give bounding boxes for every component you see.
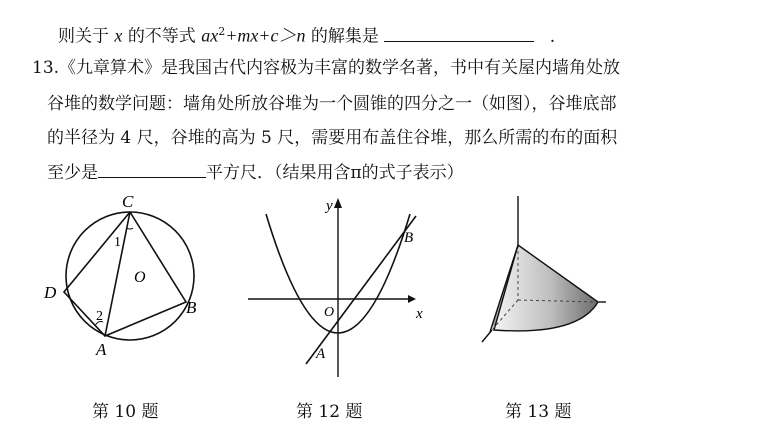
q13-text-4-prefix: 至少是	[47, 163, 98, 183]
label-a: A	[96, 340, 107, 359]
var-x: x	[114, 25, 123, 46]
figure-10-caption: 第 10 题	[92, 402, 159, 422]
label-o: O	[134, 269, 146, 286]
figure-10	[38, 192, 238, 362]
label-origin: O	[324, 305, 335, 320]
label-a: A	[316, 346, 326, 362]
q13-text-3: 的半径为 4 尺，谷堆的高为 5 尺，需要用布盖住谷堆，那么所需的布的面积	[47, 128, 618, 148]
label-d: D	[44, 283, 57, 302]
prev-suffix: 的解集是	[310, 26, 379, 47]
label-b: B	[404, 230, 414, 246]
q13-line2	[47, 93, 617, 115]
figure-12	[238, 192, 438, 382]
prev-prefix: 则关于	[58, 26, 109, 47]
angle-1-arc	[126, 228, 133, 229]
answer-blank-prev[interactable]	[384, 25, 534, 42]
label-angle-1: 1	[114, 235, 121, 250]
label-b: B	[186, 298, 197, 317]
expr-rest: +mx+c＞n	[225, 25, 306, 46]
prev-end: .	[549, 26, 556, 47]
straight-line	[306, 216, 416, 364]
figure-13-caption: 第 13 题	[505, 402, 572, 422]
q13-line1	[32, 57, 620, 79]
q13-text-2: 谷堆的数学问题：墙角处所放谷堆为一个圆锥的四分之一（如图），谷堆底部	[47, 94, 617, 114]
label-c: C	[122, 192, 134, 211]
answer-blank-q13[interactable]	[98, 161, 206, 178]
prev-question-line	[58, 21, 555, 48]
q13-line4	[47, 161, 464, 184]
chord-ac	[105, 212, 130, 336]
q13-text-1: 《九章算术》是我国古代内容极为丰富的数学名著，书中有关屋内墙角处放	[59, 58, 621, 78]
circle-o	[66, 212, 194, 340]
label-angle-2: 2	[96, 309, 103, 324]
label-y: y	[326, 198, 333, 214]
prev-mid: 的不等式	[127, 26, 196, 47]
expr-a: ax	[201, 25, 219, 46]
q13-number: 13.	[32, 58, 60, 78]
x-axis-arrow	[408, 295, 416, 303]
figure-13	[470, 190, 620, 360]
quadrilateral	[64, 212, 186, 336]
label-x: x	[416, 306, 423, 322]
figure-12-caption: 第 12 题	[296, 402, 363, 422]
cone-curved-surface	[494, 245, 598, 331]
q13-text-4-suffix: 平方尺．（结果用含π的式子表示）	[206, 163, 464, 183]
expr-sup: 2	[218, 25, 226, 38]
y-axis-arrow	[334, 198, 342, 208]
q13-line3	[47, 127, 617, 149]
